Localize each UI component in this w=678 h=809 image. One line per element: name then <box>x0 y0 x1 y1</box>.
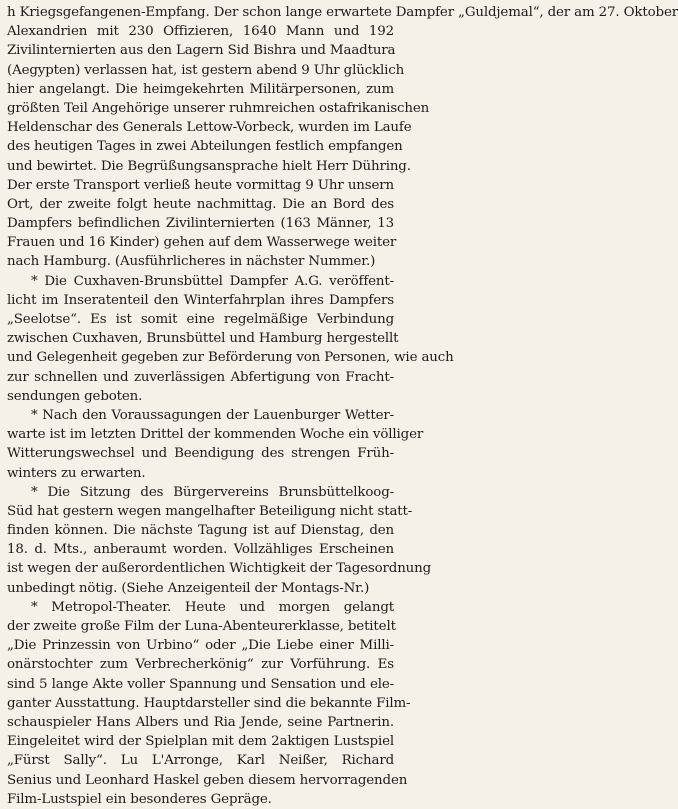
text-line: schauspieler Hans Albers und Ria Jende, seine Partnerin. <box>7 714 394 730</box>
text-line: Witterungswechsel und Beendigung des strengen Früh- <box>7 446 394 462</box>
text-line: winters zu erwarten. <box>7 465 146 481</box>
text-line: warte ist im letzten Drittel der kommenden Woche ein völliger <box>7 427 424 443</box>
text-line: Süd hat gestern wegen mangelhafter Beteiligung nicht statt- <box>7 503 413 519</box>
text-line: „Fürst Sally“. Lu L'Arronge, Karl Neißer, Richard <box>7 753 394 769</box>
text-line: Film-Lustspiel ein besonderes Gepräge. <box>7 791 272 807</box>
text-line: * Die Sitzung des Bürgervereins Brunsbüttelkoog- <box>31 484 394 500</box>
text-line: 18. d. Mts., anberaumt worden. Vollzähliges Erscheinen <box>7 542 394 558</box>
text-line: * Metropol-Theater. Heute und morgen gelangt <box>31 599 394 615</box>
text-line: finden können. Die nächste Tagung ist auf Dienstag, den <box>7 523 394 539</box>
text-line: „Die Prinzessin von Urbino“ oder „Die Liebe einer Milli- <box>7 638 394 654</box>
text-line: * Die Cuxhaven-Brunsbüttel Dampfer A.G. veröffent- <box>31 273 394 289</box>
text-line: Ort, der zweite folgt heute nachmittag. Die an Bord des <box>7 196 394 212</box>
text-line: und bewirtet. Die Begrüßungsansprache hielt Herr Dühring. <box>7 158 411 174</box>
text-line: Der erste Transport verließ heute vormittag 9 Uhr unsern <box>7 177 394 193</box>
text-line: Eingeleitet wird der Spielplan mit dem 2aktigen Lustspiel <box>7 734 394 750</box>
text-line: Alexandrien mit 230 Offizieren, 1640 Mann und 192 <box>7 24 394 40</box>
text-line: Zivilinternierten aus den Lagern Sid Bishra und Maadtura <box>7 43 396 59</box>
text-line: Heldenschar des Generals Lettow-Vorbeck, wurden im Laufe <box>7 120 412 136</box>
text-line: unbedingt nötig. (Siehe Anzeigenteil der Montags-Nr.) <box>7 580 370 596</box>
text-line: Dampfers befindlichen Zivilinternierten (163 Männer, 13 <box>7 216 394 232</box>
text-line: hier angelangt. Die heimgekehrten Militärpersonen, zum <box>7 81 394 97</box>
text-line: größten Teil Angehörige unserer ruhmreichen ostafrikanischen <box>7 100 430 116</box>
text-line: zur schnellen und zuverlässigen Abfertigung von Fracht- <box>7 369 394 385</box>
text-line: sendungen geboten. <box>7 388 143 404</box>
text-line: sind 5 lange Akte voller Spannung und Sensation und ele- <box>7 676 394 692</box>
text-line: zwischen Cuxhaven, Brunsbüttel und Hamburg hergestellt <box>7 331 399 347</box>
text-line: ist wegen der außerordentlichen Wichtigkeit der Tagesordnung <box>7 561 432 577</box>
text-line: des heutigen Tages in zwei Abteilungen festlich empfangen <box>7 139 403 155</box>
text-line: Senius und Leonhard Haskel geben diesem hervorragenden <box>7 772 408 788</box>
text-line: und Gelegenheit gegeben zur Beförderung von Personen, wie auch <box>7 350 454 366</box>
text-line: licht im Inseratenteil den Winterfahrplan ihres Dampfers <box>7 292 394 308</box>
text-line: der zweite große Film der Luna-Abenteurerklasse, betitelt <box>7 619 396 634</box>
text-line: h Kriegsgefangenen-Empfang. Der schon lange erwartete Dampfer „Guldjemal“, der am 27. Oktober <box>7 5 678 20</box>
text-line: Frauen und 16 Kinder) gehen auf dem Wasserwege weiter <box>7 235 397 251</box>
text-line: (Aegypten) verlassen hat, ist gestern abend 9 Uhr glücklich <box>7 62 405 78</box>
text-line: onärstochter zum Verbrecherkönig“ zur Vorführung. Es <box>7 657 394 673</box>
text-line: „Seelotse“. Es ist somit eine regelmäßige Verbindung <box>7 312 394 327</box>
text-line: ganter Ausstattung. Hauptdarsteller sind die bekannte Film- <box>7 695 411 711</box>
text-line: nach Hamburg. (Ausführlicheres in nächster Nummer.) <box>7 254 376 270</box>
text-line: * Nach den Voraussagungen der Lauenburger Wetter- <box>31 407 394 423</box>
